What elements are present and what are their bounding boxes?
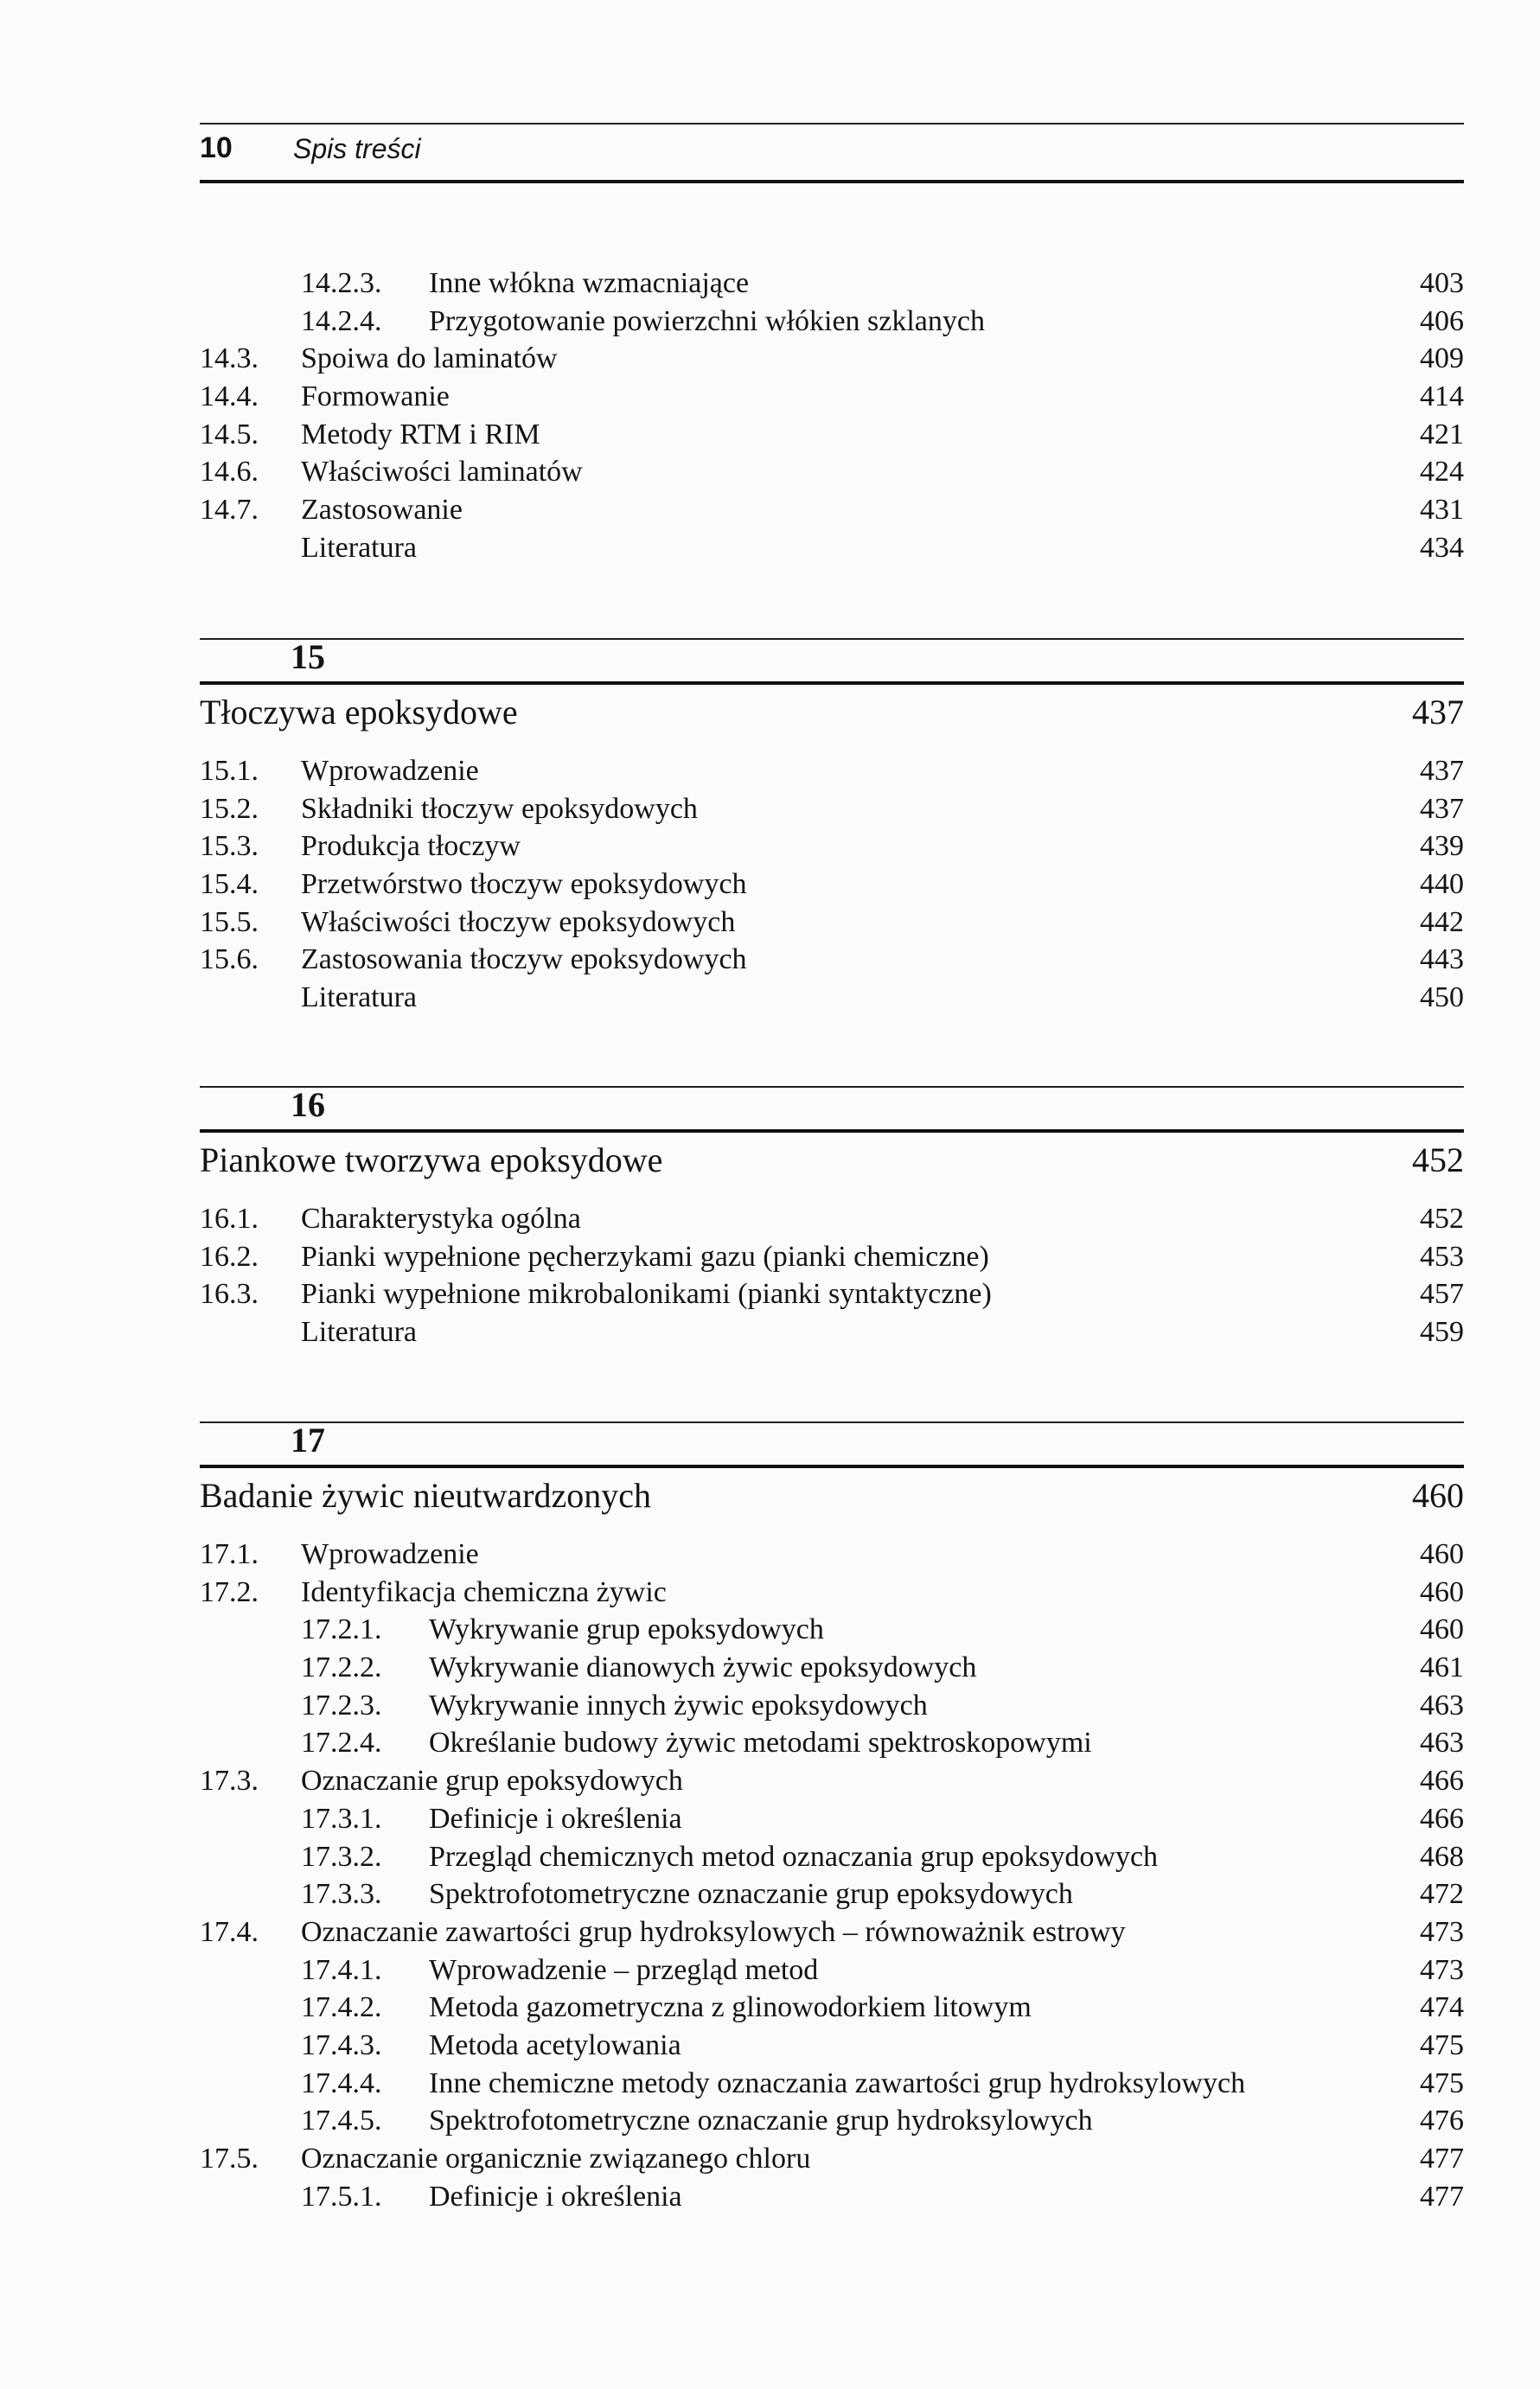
entry-title: Zastosowanie	[301, 494, 463, 527]
page-number: 10	[200, 131, 233, 164]
entry-title: Definicje i określenia	[429, 1802, 682, 1835]
toc-entry	[200, 2065, 1464, 2103]
entry-title: Inne włókna wzmacniające	[429, 267, 750, 299]
entry-number: 16.3.	[200, 1278, 259, 1311]
toc-continuation	[200, 265, 1464, 567]
toc-entry	[200, 1687, 1464, 1725]
entry-number: 14.7.	[200, 494, 259, 527]
entry-page: 453	[1420, 1240, 1464, 1273]
toc-entry	[200, 2027, 1464, 2065]
entry-page: 477	[1420, 2143, 1464, 2175]
toc-entry	[200, 1313, 1464, 1351]
entry-page: 424	[1420, 456, 1464, 489]
chapter-page: 437	[1412, 693, 1464, 731]
chapter-title: Piankowe tworzywa epoksydowe	[200, 1140, 663, 1179]
entry-title: Spoiwa do laminatów	[301, 342, 558, 375]
entry-number: 17.3.	[200, 1765, 259, 1798]
toc-entry	[200, 1875, 1464, 1913]
entry-title: Charakterystyka ogólna	[301, 1203, 581, 1235]
entry-page: 437	[1420, 792, 1464, 825]
entry-page: 475	[1420, 2066, 1464, 2099]
entry-title: Pianki wypełnione pęcherzykami gazu (pianki chemiczne)	[301, 1240, 989, 1273]
entry-page: 477	[1420, 2180, 1464, 2213]
page-header	[200, 123, 1464, 183]
toc-entry	[200, 1838, 1464, 1876]
entry-number: 15.4.	[200, 868, 259, 901]
entry-title: Wykrywanie grup epoksydowych	[429, 1613, 824, 1646]
entry-page: 431	[1420, 494, 1464, 527]
entry-page: 421	[1420, 418, 1464, 450]
entry-title: Właściwości tłoczyw epoksydowych	[301, 905, 736, 938]
chapter-number: 17	[291, 1421, 325, 1460]
chapter-page: 460	[1412, 1476, 1464, 1515]
toc-entry	[200, 491, 1464, 529]
entry-number: 17.2.	[200, 1575, 259, 1608]
toc-entry	[200, 1951, 1464, 1990]
entry-page: 461	[1420, 1651, 1464, 1684]
toc-entry	[200, 303, 1464, 341]
entry-number: 15.5.	[200, 905, 259, 938]
toc-entry	[200, 1536, 1464, 1574]
entry-page: 468	[1420, 1840, 1464, 1873]
chapter-bottom-rule	[200, 1129, 1464, 1133]
entry-title: Formowanie	[301, 380, 450, 413]
entry-title: Produkcja tłoczyw	[301, 830, 521, 863]
entry-title: Inne chemiczne metody oznaczania zawartości grup hydroksylowych	[429, 2066, 1246, 2099]
entry-page: 414	[1420, 380, 1464, 413]
entry-title: Zastosowania tłoczyw epoksydowych	[301, 943, 747, 976]
chapter-page: 452	[1412, 1140, 1464, 1179]
chapter-bottom-rule	[200, 1465, 1464, 1468]
toc-entry	[200, 827, 1464, 866]
entry-number: 17.2.3.	[301, 1689, 382, 1721]
entry-page: 406	[1420, 304, 1464, 337]
entry-page: 476	[1420, 2105, 1464, 2137]
toc-entry	[200, 904, 1464, 942]
entry-title: Definicje i określenia	[429, 2180, 682, 2213]
entry-page: 437	[1420, 755, 1464, 787]
entry-title: Składniki tłoczyw epoksydowych	[301, 792, 698, 825]
entry-number: 17.5.	[200, 2143, 259, 2175]
entry-title: Wykrywanie dianowych żywic epoksydowych	[429, 1651, 977, 1684]
entry-number: 14.2.4.	[301, 304, 382, 337]
entry-number: 17.4.4.	[301, 2066, 382, 2099]
toc-entry	[200, 340, 1464, 378]
toc-entry	[200, 752, 1464, 790]
toc-entry	[200, 2178, 1464, 2216]
entry-title: Oznaczanie organicznie związanego chloru	[301, 2143, 811, 2175]
toc-entry	[200, 1724, 1464, 1762]
entry-page: 475	[1420, 2028, 1464, 2061]
entry-number: 15.2.	[200, 792, 259, 825]
entry-title: Pianki wypełnione mikrobalonikami (pianki syntaktyczne)	[301, 1278, 992, 1311]
entry-number: 17.4.3.	[301, 2028, 382, 2061]
entry-number: 14.2.3.	[301, 267, 382, 299]
toc-entry	[200, 1989, 1464, 2027]
entry-number: 16.1.	[200, 1203, 259, 1235]
entry-number: 14.6.	[200, 456, 259, 489]
toc-entry	[200, 2102, 1464, 2140]
entry-number: 17.3.1.	[301, 1802, 382, 1835]
entry-title: Przegląd chemicznych metod oznaczania grup epoksydowych	[429, 1840, 1159, 1873]
entry-title: Przetwórstwo tłoczyw epoksydowych	[301, 868, 747, 901]
running-title: Spis treści	[293, 133, 421, 164]
toc-entry	[200, 529, 1464, 567]
entry-title: Oznaczanie zawartości grup hydroksylowych – równoważnik estrowy	[301, 1915, 1126, 1948]
entry-page: 450	[1420, 981, 1464, 1014]
entry-page: 460	[1420, 1613, 1464, 1646]
toc-entry	[200, 416, 1464, 454]
entry-title: Literatura	[301, 981, 418, 1014]
chapter-top-rule	[200, 638, 1464, 640]
entry-number: 17.4.5.	[301, 2105, 382, 2137]
entry-title: Metoda gazometryczna z glinowodorkiem litowym	[429, 1991, 1032, 2024]
toc-entry	[200, 1611, 1464, 1649]
entry-page: 452	[1420, 1203, 1464, 1235]
entry-number: 17.1.	[200, 1538, 259, 1570]
toc-entry	[200, 1649, 1464, 1687]
entry-title: Wprowadzenie – przegląd metod	[429, 1953, 819, 1986]
entry-page: 463	[1420, 1727, 1464, 1760]
entry-page: 403	[1420, 267, 1464, 299]
toc-entry	[200, 1574, 1464, 1612]
toc-entry	[200, 1762, 1464, 1800]
entry-title: Oznaczanie grup epoksydowych	[301, 1765, 683, 1798]
chapter-title: Badanie żywic nieutwardzonych	[200, 1476, 652, 1515]
entry-page: 434	[1420, 531, 1464, 564]
entry-number: 17.3.3.	[301, 1878, 382, 1911]
toc-entry	[200, 1275, 1464, 1313]
toc-entry	[200, 453, 1464, 491]
entry-title: Spektrofotometryczne oznaczanie grup hydroksylowych	[429, 2105, 1093, 2137]
entry-number: 17.3.2.	[301, 1840, 382, 1873]
entry-page: 443	[1420, 943, 1464, 976]
entry-title: Identyfikacja chemiczna żywic	[301, 1575, 667, 1608]
entry-title: Spektrofotometryczne oznaczanie grup epoksydowych	[429, 1878, 1073, 1911]
chapter-title: Tłoczywa epoksydowe	[200, 693, 518, 731]
entry-title: Wprowadzenie	[301, 1538, 479, 1570]
entry-page: 466	[1420, 1802, 1464, 1835]
entry-page: 460	[1420, 1575, 1464, 1608]
toc-entry	[200, 1200, 1464, 1238]
entry-title: Wykrywanie innych żywic epoksydowych	[429, 1689, 928, 1721]
toc-entry	[200, 378, 1464, 416]
entry-page: 460	[1420, 1538, 1464, 1570]
entry-number: 17.2.1.	[301, 1613, 382, 1646]
chapter-top-rule	[200, 1421, 1464, 1423]
entry-page: 442	[1420, 905, 1464, 938]
toc-entry	[200, 265, 1464, 303]
entry-page: 439	[1420, 830, 1464, 863]
entry-number: 17.5.1.	[301, 2180, 382, 2213]
entry-number: 15.1.	[200, 755, 259, 787]
toc-entry	[200, 1913, 1464, 1951]
entry-number: 14.5.	[200, 418, 259, 450]
entry-number: 15.6.	[200, 943, 259, 976]
entry-page: 459	[1420, 1316, 1464, 1349]
toc-entry	[200, 979, 1464, 1017]
entry-number: 17.4.2.	[301, 1991, 382, 2024]
entry-page: 463	[1420, 1689, 1464, 1721]
entry-title: Metody RTM i RIM	[301, 418, 540, 450]
entry-page: 473	[1420, 1915, 1464, 1948]
entry-number: 17.2.4.	[301, 1727, 382, 1760]
chapter-bottom-rule	[200, 681, 1464, 685]
entry-page: 440	[1420, 868, 1464, 901]
entry-page: 409	[1420, 342, 1464, 375]
entry-number: 14.4.	[200, 380, 259, 413]
entry-number: 17.2.2.	[301, 1651, 382, 1684]
entry-page: 472	[1420, 1878, 1464, 1911]
chapter-number: 15	[291, 637, 325, 676]
entry-number: 14.3.	[200, 342, 259, 375]
entry-title: Wprowadzenie	[301, 755, 479, 787]
entry-number: 15.3.	[200, 830, 259, 863]
entry-number: 17.4.	[200, 1915, 259, 1948]
entry-number: 17.4.1.	[301, 1953, 382, 1986]
chapter-number: 16	[291, 1085, 325, 1124]
toc-entry	[200, 790, 1464, 828]
entry-title: Metoda acetylowania	[429, 2028, 681, 2061]
chapter-entries	[200, 1536, 1464, 2215]
entry-title: Literatura	[301, 1316, 418, 1349]
chapter-entries	[200, 752, 1464, 1017]
entry-page: 466	[1420, 1765, 1464, 1798]
entry-page: 473	[1420, 1953, 1464, 1986]
entry-title: Określanie budowy żywic metodami spektroskopowymi	[429, 1727, 1092, 1760]
entry-number: 16.2.	[200, 1240, 259, 1273]
entry-page: 457	[1420, 1278, 1464, 1311]
toc-entry	[200, 941, 1464, 979]
entry-page: 474	[1420, 1991, 1464, 2024]
toc-entry	[200, 866, 1464, 904]
toc-entry	[200, 2140, 1464, 2178]
entry-title: Przygotowanie powierzchni włókien szklanych	[429, 304, 985, 337]
entry-title: Właściwości laminatów	[301, 456, 583, 489]
entry-title: Literatura	[301, 531, 418, 564]
toc-entry	[200, 1238, 1464, 1276]
chapter-entries	[200, 1200, 1464, 1351]
chapter-top-rule	[200, 1086, 1464, 1088]
toc-entry	[200, 1800, 1464, 1838]
